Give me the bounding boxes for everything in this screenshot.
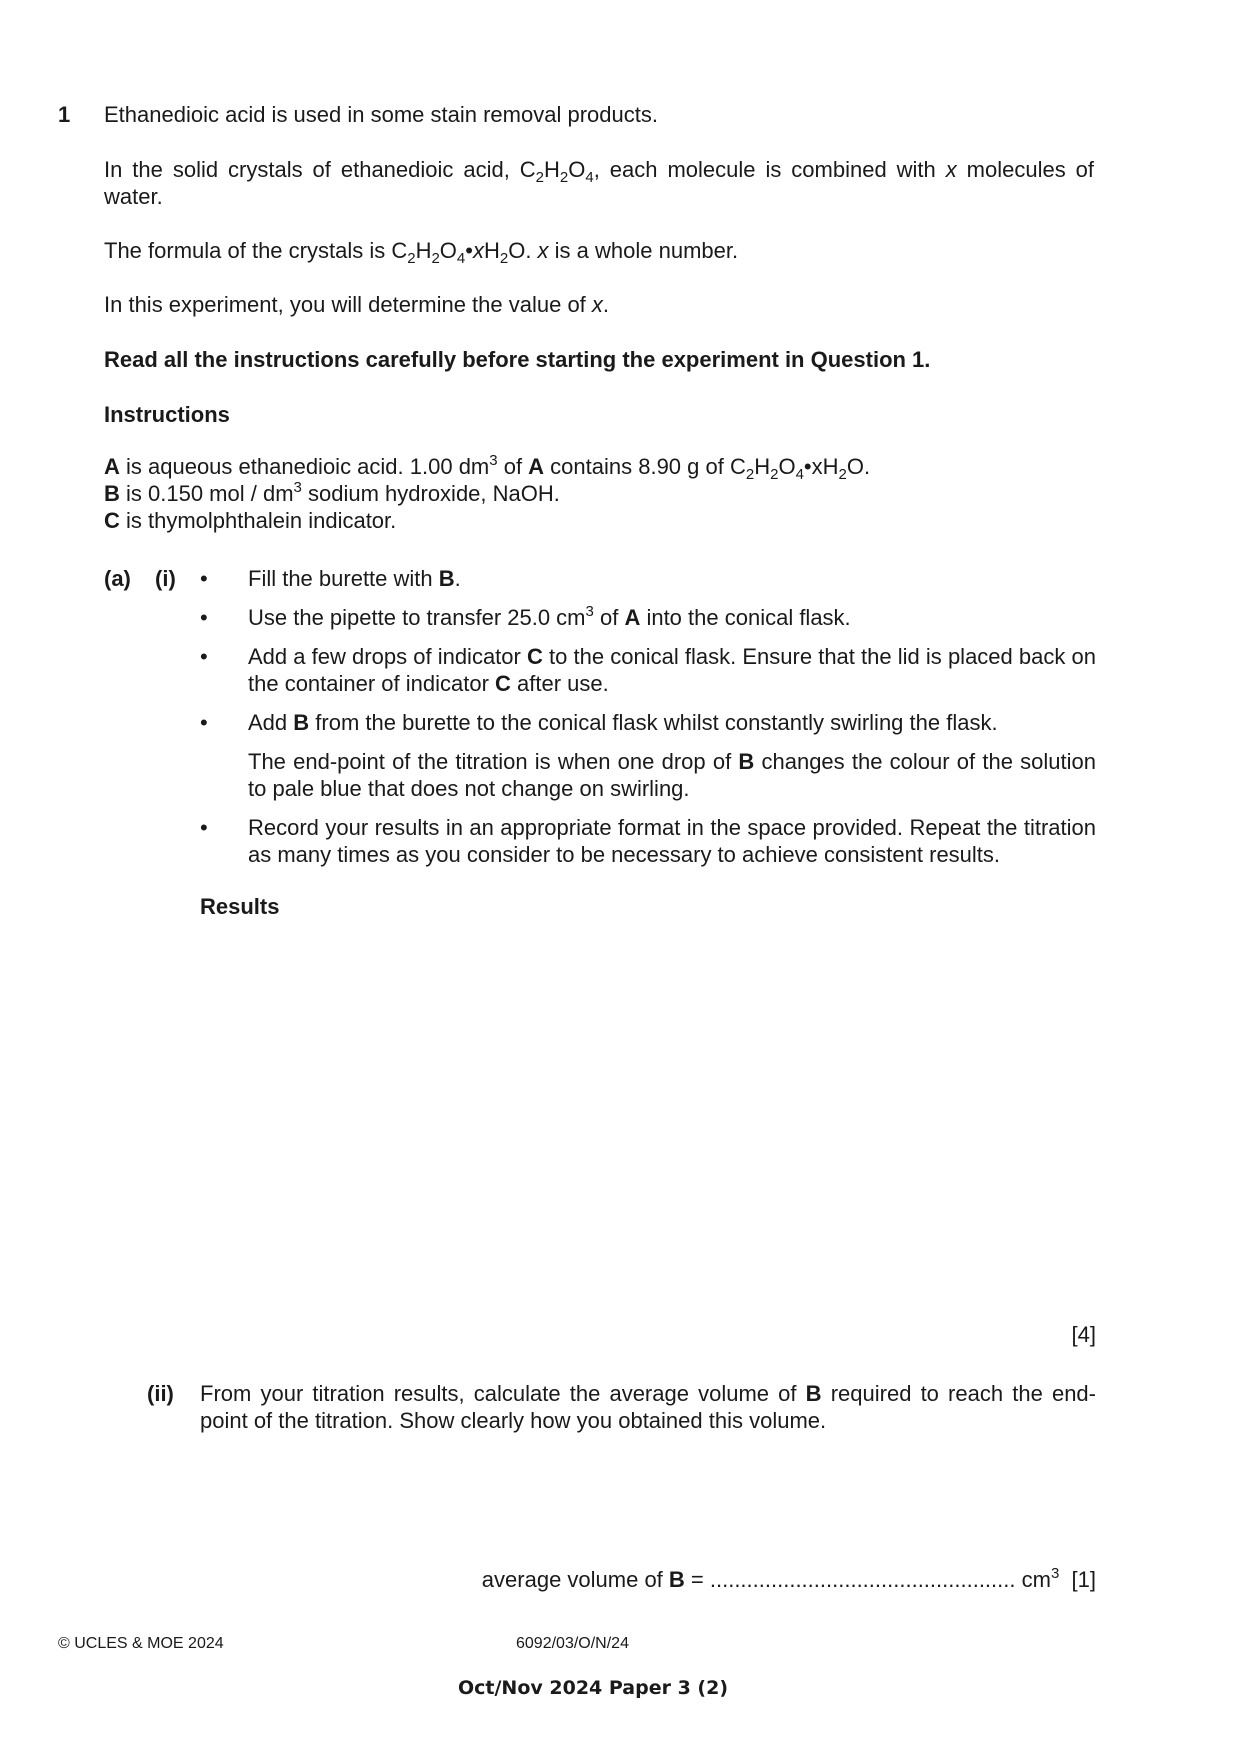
instructions-heading: Instructions: [104, 402, 230, 427]
bullet-icon: •: [200, 566, 208, 591]
step-add-indicator: Add a few drops of indicator C to the conical flask. Ensure that the lid is placed back on the container of indicator C after use.: [248, 644, 1096, 696]
question-number: 1: [58, 102, 71, 127]
experiment-aim: In this experiment, you will determine the value of x.: [104, 292, 610, 317]
intro-text: Ethanedioic acid is used in some stain removal products.: [104, 102, 658, 127]
step-record-results: Record your results in an appropriate format in the space provided. Repeat the titration as many times as you consider to be necessary to achieve consistent results.: [248, 815, 1096, 867]
part-i-label: (i): [155, 566, 176, 591]
crystal-description: In the solid crystals of ethanedioic acid, $C_2H_2O_4$, each molecule is combined with x molecules of water.: [104, 157, 1095, 209]
crystal-formula: The formula of the crystals is $C_2H_2O_4•xH_2O$. x is a whole number.: [104, 238, 739, 267]
step-pipette: Use the pipette to transfer 25.0 $cm^3$ of A into the conical flask.: [248, 603, 851, 630]
part-ii-question: From your titration results, calculate the average volume of B required to reach the end-point of the titration. Show clearly how you obtained this volume.: [200, 1381, 1096, 1433]
copyright: © UCLES & MOE 2024: [58, 1635, 224, 1652]
solution-c: C is thymolphthalein indicator.: [104, 508, 397, 533]
paper-code: 6092/03/O/N/24: [516, 1635, 629, 1652]
working-space[interactable]: [200, 1440, 1096, 1550]
solutions-list: [104, 453, 1094, 534]
part-a-label: (a): [104, 566, 131, 591]
results-answer-space[interactable]: [200, 930, 1096, 1310]
solution-a: A is aqueous ethanedioic acid. 1.00 $dm^3$ of A contains 8.90 g of $C_2H_2O_4•xH_2O$.: [104, 452, 871, 483]
read-all-instruction: Read all the instructions carefully before starting the experiment in Question 1.: [104, 347, 931, 372]
bullet-icon: •: [200, 644, 208, 669]
bullet-icon: •: [200, 710, 208, 735]
solution-b: B is 0.150 mol / $dm^3$ sodium hydroxide, NaOH.: [104, 479, 560, 506]
paper-session-label: Oct/Nov 2024 Paper 3 (2): [458, 1677, 729, 1699]
step-fill-burette: Fill the burette with B.: [248, 566, 461, 591]
bullet-icon: •: [200, 815, 208, 840]
answer-blank[interactable]: ..................................................: [709, 1567, 1016, 1592]
part-ii-label: (ii): [147, 1381, 174, 1406]
bullet-icon: •: [200, 605, 208, 630]
endpoint-description: The end-point of the titration is when one drop of B changes the colour of the solution to pale blue that does not change on swirling.: [248, 749, 1096, 801]
results-heading: Results: [200, 894, 280, 919]
step-titrate: Add B from the burette to the conical flask whilst constantly swirling the flask.: [248, 710, 998, 735]
average-volume-answer-line: average volume of B = .................................................. $cm^3$ [1]: [481, 1565, 1096, 1592]
marks-part-ii: [1]: [1071, 1567, 1096, 1592]
marks-part-i: [4]: [1071, 1322, 1096, 1347]
